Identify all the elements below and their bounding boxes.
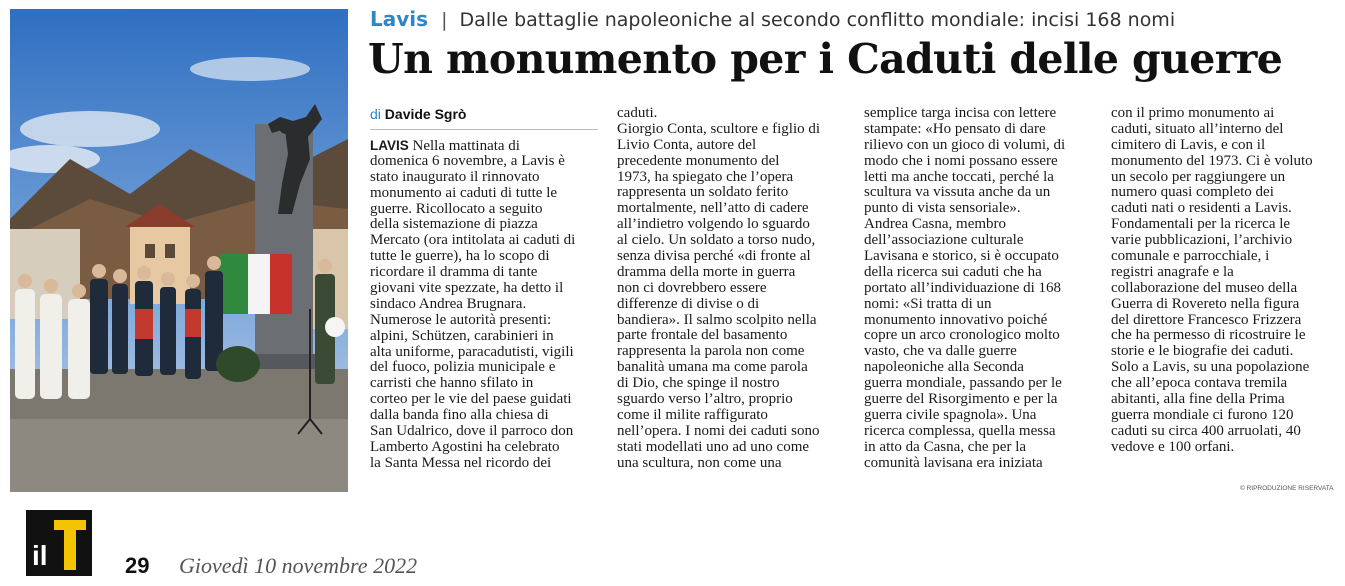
article-line: guerra civile spagnola». Una — [864, 406, 1037, 423]
article-line: rappresenta la parola non come — [617, 343, 805, 360]
article-line: portato all’individuazione di 168 — [864, 279, 1062, 296]
article-line: giovani vite spezzate, ha detto il — [370, 280, 564, 297]
byline-prefix: di — [370, 106, 381, 122]
byline-author: Davide Sgrò — [384, 106, 467, 122]
article-line: guerra mondiale, passando per le — [864, 375, 1062, 392]
article-line: alta uniforme, paracadutisti, vigili — [370, 343, 574, 360]
article-line: banalità umana ma come parola — [617, 359, 808, 376]
lead-place: LAVIS — [370, 138, 409, 153]
article-line: punto di vista sensoriale». — [864, 200, 1021, 217]
article-line: cimitero di Lavis, e con il — [1111, 136, 1266, 153]
article-line: vedove e 100 orfani. — [1111, 438, 1235, 455]
article-line: al cielo. Un soldato a torso nudo, — [617, 232, 816, 249]
article-line: con il primo monumento ai — [1111, 105, 1275, 121]
article-line: modo che i nomi possano essere — [864, 152, 1058, 169]
article-line: registri anagrafe e la — [1111, 263, 1234, 280]
article-line: della ricerca sui caduti che ha — [864, 263, 1042, 280]
article-line: numero quasi completo dei — [1111, 184, 1274, 201]
ceremony-photo-illustration — [10, 9, 348, 492]
article-line: non ci dovrebbero essere — [617, 279, 767, 296]
article-line: come il milite raffigurato — [617, 406, 768, 423]
article-line: guerre. Ricollocato a seguito — [370, 200, 543, 217]
article-line — [370, 138, 606, 154]
article-line: collaborazione del museo della — [1111, 279, 1298, 296]
article-line: monumento del 1973. Ci è voluto — [1111, 152, 1313, 169]
logo-t-stem — [64, 520, 76, 570]
article-line: guerre del Risorgimento e per la — [864, 391, 1058, 408]
article-line-text: Nella mattinata di — [408, 138, 520, 154]
logo-text: il — [32, 540, 48, 571]
article-line: carristi che hanno sfilato in — [370, 375, 534, 392]
article-line: che ha permesso di ricostruire le — [1111, 327, 1306, 344]
article-line: Livio Conta, autore del — [617, 136, 757, 153]
article-line: dell’associazione culturale — [864, 232, 1024, 249]
article-line: ricerca complessa, quella messa — [864, 422, 1056, 439]
article-line: che all’epoca contava tremila — [1111, 375, 1288, 392]
article-line: dramma della morte in guerra — [617, 263, 796, 280]
ceremony-photo — [10, 9, 348, 492]
article-column-3 — [864, 106, 1100, 471]
article-line: la Santa Messa nel ricordo dei — [370, 454, 552, 471]
article-line: in atto da Casna, che per la — [864, 438, 1027, 455]
article-line: caduti. — [617, 105, 658, 121]
copyright-notice: © RIPRODUZIONE RISERVATA — [1240, 485, 1334, 492]
article-line: alpini, Schützen, carabinieri in — [370, 327, 554, 344]
article-line: rilievo con un gioco di volumi, di — [864, 136, 1066, 153]
article-line: varie pubblicazioni, l’archivio — [1111, 232, 1293, 249]
article-line: mortalmente, nell’atto di cadere — [617, 200, 809, 217]
byline-divider — [370, 129, 598, 130]
article-line: copre un arco cronologico molto — [864, 327, 1060, 344]
article-line: domenica 6 novembre, a Lavis è — [370, 152, 565, 169]
article-line: della sistemazione di piazza — [370, 216, 538, 233]
article-line: nell’opera. I nomi dei caduti sono — [617, 422, 820, 439]
article-line: comunità lavisana era iniziata — [864, 454, 1043, 471]
article-line: semplice targa incisa con lettere — [864, 105, 1057, 121]
article-line: San Udalrico, dove il parroco don — [370, 423, 574, 440]
article-line: del direttore Francesco Frizzera — [1111, 311, 1302, 328]
article-line: una scultura, non come una — [617, 454, 782, 471]
article-line: sindaco Andrea Brugnara. — [370, 295, 527, 312]
article-line: Giorgio Conta, scultore e figlio di — [617, 120, 821, 137]
article-line: rappresenta un soldato ferito — [617, 184, 789, 201]
article-line: nomi: «Si tratta di un — [864, 295, 992, 312]
article-column-4 — [1111, 106, 1345, 456]
article-line: precedente monumento del — [617, 152, 780, 169]
article-line: Mercato (ora intitolata ai caduti di — [370, 232, 576, 249]
article-line: Fondamentali per la ricerca le — [1111, 216, 1291, 233]
article-line: comunale e parrocchiale, i — [1111, 248, 1270, 265]
article-line: vasto, che va dalle guerre — [864, 343, 1017, 360]
article-line: caduti, situato all’interno del — [1111, 120, 1284, 137]
article-line: monumento innovativo poiché — [864, 311, 1048, 328]
issue-date: Giovedì 10 novembre 2022 — [179, 553, 418, 578]
byline — [370, 106, 467, 126]
article-line: senza divisa perché «di fronte al — [617, 248, 811, 265]
page-number: 29 — [125, 553, 150, 578]
article-column-2 — [617, 106, 853, 471]
article-line: bandiera». Il salmo scolpito nella — [617, 311, 817, 328]
article-line: stati modellati uno ad uno come — [617, 438, 810, 455]
article-line: del fuoco, polizia municipale e — [370, 359, 556, 376]
article-line: abitanti, alla fine della Prima — [1111, 391, 1285, 408]
article-line: letti ma anche toccati, perché la — [864, 168, 1054, 185]
article-line: all’indietro volgendo lo sguardo — [617, 216, 810, 233]
article-line: tutte le guerre), ha lo scopo di — [370, 248, 550, 265]
article-line: corteo per le vie del paese guidati — [370, 391, 572, 408]
article-line: monumento ai caduti di tutte le — [370, 184, 558, 201]
article-line: Lavisana e storico, si è occupato — [864, 248, 1059, 265]
article-line: stato inaugurato il rinnovato — [370, 168, 540, 185]
article-line: caduti su circa 400 arruolati, 40 — [1111, 422, 1301, 439]
newspaper-logo — [26, 510, 92, 576]
article-column-1 — [370, 138, 606, 472]
article-line: 1973, ha spiegato che l’opera — [617, 168, 794, 185]
article-line: Guerra di Rovereto nella figura — [1111, 295, 1300, 312]
article-line: caduti nati o residenti a Lavis. — [1111, 200, 1292, 217]
article-line: di Dio, che spinge il nostro — [617, 375, 780, 392]
article-line: un secolo per raggiungere un — [1111, 168, 1286, 185]
article-line: scultura va vissuta anche da un — [864, 184, 1051, 201]
article-line: guerra mondiale ci furono 120 — [1111, 406, 1294, 423]
kicker-subtitle: Dalle battaglie napoleoniche al secondo conflitto mondiale: incisi 168 nomi — [459, 9, 1176, 31]
headline: Un monumento per i Caduti delle guerre — [368, 35, 1283, 83]
article-line: Lamberto Agostini ha celebrato — [370, 438, 560, 455]
article-line: Andrea Casna, membro — [864, 216, 1007, 233]
article-line: dalla banda fino alla chiesa di — [370, 407, 549, 424]
article-line: ricordare il dramma di tante — [370, 264, 538, 281]
article-line: Numerose le autorità presenti: — [370, 311, 552, 328]
article-line: napoleoniche alla Seconda — [864, 359, 1024, 376]
article-line: storie e le biografie dei caduti. — [1111, 343, 1294, 360]
article-line: parte frontale del basamento — [617, 327, 788, 344]
article-line: Solo a Lavis, su una popolazione — [1111, 359, 1310, 376]
article-line: stampate: «Ho pensato di dare — [864, 120, 1046, 137]
kicker — [370, 5, 1175, 33]
article-line: sguardo verso l’altro, proprio — [617, 391, 793, 408]
article-line: differenze di divise o di — [617, 295, 760, 312]
kicker-place: Lavis — [370, 7, 429, 31]
kicker-separator: | — [441, 9, 448, 31]
